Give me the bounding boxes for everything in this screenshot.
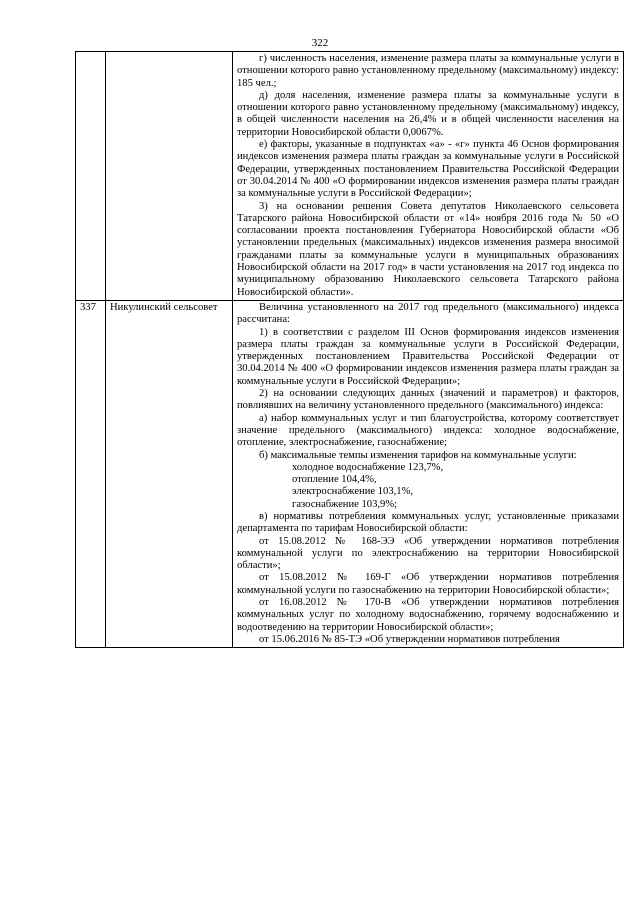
paragraph: Величина установленного на 2017 год предельного (максимального) индекса рассчитана: bbox=[237, 301, 619, 326]
description-cell bbox=[233, 300, 624, 647]
paragraph: от 16.08.2012 № 170-В «Об утверждении нормативов потребления коммунальных услуг по холодному водоснабжению, горячему водоснабжению и водоотведению на территории Новосибирской области»; bbox=[237, 597, 619, 633]
row-number-cell bbox=[76, 52, 106, 301]
paragraph: г) численность населения, изменение размера платы за коммунальные услуги в отношении которого равно установленному предельному (максимальному) индексу: 185 чел.; bbox=[237, 53, 619, 89]
paragraph: а) набор коммунальных услуг и тип благоустройства, которому соответствует значение предельного (максимального) индекса: холодное водоснабжение, отопление, электроснабжение, газоснабжение; bbox=[237, 412, 619, 449]
tariff-line: электроснабжение 103,1%, bbox=[292, 486, 414, 498]
paragraph: е) факторы, указанные в подпунктах «а» - «г» пункта 46 Основ формирования индексов изменения размера платы граждан за коммунальные услуги в Российской Федерации, утвержденных постановлением Правительства Российской Федерации от 30.04.2014 № 400 «О формировании индексов изменения размера платы граждан за коммунальные услуги в Российской Федерации»; bbox=[237, 139, 619, 200]
tariff-line: холодное водоснабжение 123,7%, bbox=[292, 461, 444, 473]
paragraph: от 15.08.2012 № 168-ЭЭ «Об утверждении нормативов потребления коммунальной услуги по электроснабжению на территории Новосибирской области»; bbox=[237, 535, 619, 572]
paragraph: б) максимальные темпы изменения тарифов на коммунальные услуги: bbox=[259, 449, 577, 461]
table-row bbox=[76, 300, 624, 647]
paragraph: в) нормативы потребления коммунальных услуг, установленные приказами департамента по тарифам Новосибирской области: bbox=[237, 510, 619, 535]
page-number: 322 bbox=[311, 37, 329, 49]
index-table bbox=[75, 51, 624, 648]
row-number-cell: 337 bbox=[76, 300, 106, 647]
tariff-line: отопление 104,4%, bbox=[292, 474, 377, 486]
paragraph: д) доля населения, изменение размера платы за коммунальные услуги в отношении которого равно установленному предельному (максимальному) индексу, в общей численности населения на 26,4% и в общей численности населения на территории Новосибирской области 0,0067%. bbox=[237, 89, 619, 138]
municipality-name-cell bbox=[106, 52, 233, 301]
tariff-line: газоснабжение 103,9%; bbox=[292, 498, 398, 510]
municipality-name-cell: Никулинский сельсовет bbox=[106, 300, 233, 647]
paragraph: 3) на основании решения Совета депутатов Николаевского сельсовета Татарского района Новосибирской области от «14» ноября 2016 года № 50 «О согласовании проекта постановления Губернатора Новосибирской области «Об установлении предельных (максимальных) индексов изменения размера вносимой гражданами платы за коммунальные услуги в муниципальных образованиях Новосибирской области на 2017 год» в части установления на 2017 год индекса по муниципальному образованию Николаевского сельсовета Татарского района Новосибирской области». bbox=[237, 200, 619, 298]
paragraph: 1) в соответствии с разделом III Основ формирования индексов изменения размера платы граждан за коммунальные услуги в Российской Федерации, утвержденных постановлением Правительства Российской Федерации от 30.04.2014 № 400 «О формировании индексов изменения размера платы граждан за коммунальные услуги в Российской Федерации»; bbox=[237, 326, 619, 387]
description-cell bbox=[233, 52, 624, 301]
paragraph: от 15.06.2016 № 85-ТЭ «Об утверждении нормативов потребления bbox=[259, 633, 560, 645]
table-row bbox=[76, 52, 624, 301]
paragraph: от 15.08.2012 № 169-Г «Об утверждении нормативов потребления коммунальной услуги по газоснабжению на территории Новосибирской области»; bbox=[237, 572, 619, 596]
paragraph: 2) на основании следующих данных (значений и параметров) и факторов, повлиявших на величину установленного предельного (максимального) индекса: bbox=[237, 388, 619, 412]
